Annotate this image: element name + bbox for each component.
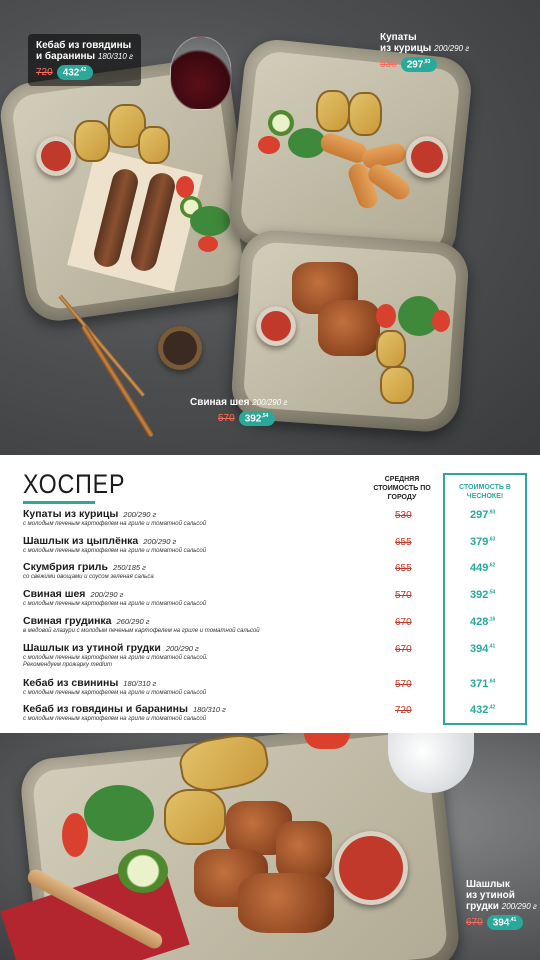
item-weight: 200/290 г [90,590,124,599]
tag-name: Шашлык [466,879,510,890]
sauce-bowl [36,136,76,176]
potato [376,330,406,368]
item-title: Кебаб из свинины [23,677,119,689]
garlic-price [470,536,495,548]
garlic-price [470,509,495,521]
herb [84,785,154,841]
price-main: 379 [470,536,489,548]
new-price-badge [401,57,438,72]
price-main: 394 [492,917,510,929]
hero-photo-top [0,0,540,455]
tag-weight: 200/290 г [501,902,537,911]
wine-glass [170,36,232,110]
tag-name: из курицы [380,43,432,54]
item-description: с молодым печеным картофелем на гриле и томатной сальсой [23,690,207,696]
city-price: 655 [395,563,412,574]
item-title: Скумбрия гриль [23,561,108,573]
price-main: 371 [470,678,489,690]
city-price: 670 [395,617,412,628]
price-cents: ,42 [79,67,87,73]
grilled-duck [276,821,332,881]
menu-item [23,508,523,527]
item-weight: 200/290 г [165,644,199,653]
item-title: Свиная шея [23,588,86,600]
item-title: Шашлык из цыплёнка [23,535,139,547]
tomato [432,310,450,332]
city-price: 720 [395,705,412,716]
menu-item [23,588,523,607]
cucumber [118,849,168,893]
price-tag-pork-neck [190,397,287,426]
price-cents: ,41 [488,643,496,650]
old-price: 530 [380,59,397,71]
price-cents: ,54 [488,589,496,596]
price-cents: ,64 [488,678,496,685]
item-description: с молодым печеным картофелем на гриле и томатной сальсой [23,716,207,722]
item-weight: 250/185 г [112,563,146,572]
menu-item [23,703,523,722]
old-price: 720 [36,67,53,79]
hero-photo-bottom [0,733,540,960]
item-weight: 200/290 г [143,537,177,546]
tomato [62,813,88,857]
old-price: 670 [466,917,483,929]
price-tag-kebab [28,34,141,86]
garlic-price [470,704,495,716]
city-price-header: СРЕДНЯЯ СТОИМОСТЬ ПО ГОРОДУ [373,476,431,501]
tomato [376,304,396,328]
price-main: 432 [62,67,80,79]
new-price-badge [57,65,94,80]
menu-item [23,642,523,668]
herb [190,206,230,236]
tag-weight: 180/310 г [97,52,133,61]
tag-name: грудки [466,901,499,912]
price-main: 392 [470,589,489,601]
sauce-bowl [256,306,296,346]
price-main: 428 [470,616,489,628]
grilled-duck [238,873,334,933]
cucumber [268,110,294,136]
price-main: 449 [470,562,489,574]
tomato [176,176,194,198]
item-description-note: Рекомендуем прожарку medium [23,662,112,668]
item-weight: 180/310 г [192,705,226,714]
item-weight: 260/290 г [116,617,150,626]
price-cents: ,63 [488,536,496,543]
grilled-meat [318,300,380,356]
tag-name: Кебаб из говядины [36,40,132,51]
price-cents: ,93 [423,59,431,65]
menu-item [23,615,523,634]
price-cents: ,62 [488,562,496,569]
city-price: 670 [395,644,412,655]
price-main: 392 [244,413,262,425]
garlic-price [470,589,495,601]
pepper-bowl [158,326,202,370]
brand-underline [23,501,95,504]
menu-section [0,455,540,733]
menu-item [23,535,523,554]
item-title: Кебаб из говядины и баранины [23,703,188,715]
menu-item [23,677,523,696]
garlic-price [470,678,495,690]
item-description: с молодым печеным картофелем на гриле и томатной сальсой [23,548,207,554]
potato [138,126,170,164]
tomato [258,136,280,154]
price-cents: ,93 [488,509,496,516]
garlic-price [470,562,495,574]
item-description: с молодым печеным картофелем на гриле и томатной сальсой [23,601,207,607]
price-cents: ,41 [509,917,517,923]
item-title: Шашлык из утиной грудки [23,642,161,654]
item-title: Купаты из курицы [23,508,119,520]
potato [164,789,226,845]
item-description: с молодым печеным картофелем на гриле и томатной сальсой [23,521,207,527]
potato [316,90,350,132]
price-tag-kupaty [380,32,469,72]
new-price-badge [239,411,276,426]
price-cents: ,54 [261,413,269,419]
potato [74,120,110,162]
price-main: 432 [470,704,489,716]
tag-name: Свиная шея [190,397,250,408]
city-price: 530 [395,510,412,521]
price-tag-duck [466,879,537,930]
price-cents: ,16 [488,616,496,623]
price-main: 297 [470,509,489,521]
item-weight: 180/310 г [123,679,157,688]
item-weight: 200/290 г [123,510,157,519]
tag-name: из утиной [466,890,515,901]
sauce-bowl [334,831,408,905]
menu-item [23,561,523,580]
old-price: 570 [218,413,235,425]
potato [348,92,382,136]
price-main: 394 [470,643,489,655]
city-price: 570 [395,590,412,601]
tag-weight: 200/290 г [252,398,288,407]
city-price: 655 [395,537,412,548]
city-price: 570 [395,679,412,690]
price-main: 297 [406,59,424,71]
tag-weight: 200/290 г [434,44,470,53]
knife [80,324,154,437]
item-description: с молодым печеным картофелем на гриле и томатной сальсой. [23,655,208,661]
brand-title: ХОСПЕР [23,469,126,499]
tag-name: и баранины [36,51,96,62]
price-cents: ,42 [488,704,496,711]
garlic-price [470,616,495,628]
tomato [198,236,218,252]
sauce-bowl [406,136,448,178]
item-description: в медовой глазури с молодым печеным картофелем на гриле и томатной сальсой [23,628,260,634]
item-description: со свежими овощами и соусом зеленая сальса [23,574,154,580]
item-title: Свиная грудинка [23,615,112,627]
garlic-price-header: СТОИМОСТЬ В ЧЕСНОКЕ! [459,484,511,500]
tag-name: Купаты [380,32,417,43]
potato [380,366,414,404]
new-price-badge [487,915,524,930]
garlic-price [470,643,495,655]
